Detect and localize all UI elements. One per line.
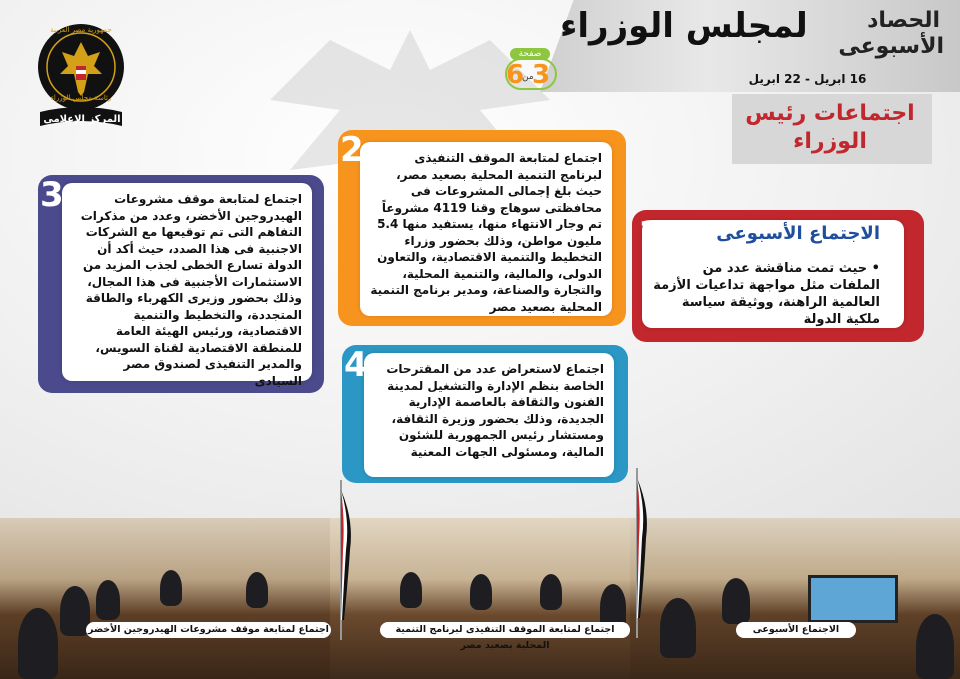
header-line2: الأسبوعى [838,34,944,59]
meeting-photo-local-development [330,518,630,679]
section-title: اجتماعات رئيس الوزراء [745,101,915,154]
card-body: • حيث تمت مناقشة عدد من الملفات مثل مواجهة تداعيات الأزمة العالمية الراهنة، ووثيقة سياسة ملكية الدولة [653,261,880,327]
card-number: 4 [344,345,368,385]
header-line1: الحصاد [867,8,940,33]
date-range: 16 ابريل - 22 ابريل [748,72,867,86]
meeting-photo-weekly [630,518,960,679]
card-arts-city [342,345,628,483]
caption-local-development: اجتماع لمتابعة الموقف التنفيذى لبرنامج التنمية المحلية بصعيد مصر [380,622,630,638]
video-screen [808,575,898,623]
caption-hydrogen: اجتماع لمتابعة موقف مشروعات الهيدروجين الأخضر [86,622,331,638]
logo-top-text: جمهورية مصر العربية [50,26,112,34]
card-title: الاجتماع الأسبوعى [716,223,880,244]
card-body: اجتماع لاستعراض عدد من المقترحات الخاصة بنظم الإدارة والتشغيل لمدينة الفنون والثقافة بالعاصمة الإدارية الجديدة، وذلك بحضور وزيرة الثقافة، ومستشار رئيس الجمهورية للشئون المالية، ومسئولى الجهات المعنية [364,353,614,477]
egypt-flag-icon [326,480,356,640]
card-body: اجتماع لمتابعة الموقف التنفيذى لبرنامج التنمية المحلية بصعيد مصر، حيث بلغ إجمالى المشروعات فى محافظتى سوهاج وقنا 4119 مشروعاً تم وجار الانتهاء منها، يستفيد منها 5.4 مليون مواطن، وذلك بحضور وزراء التخطيط والتنمية الاقتصادية، والتعاون الدولى، والمالية، والتنمية المحلية، والتجارة والصناعة، ومدير برنامج التنمية المحلية بصعيد مصر [360,142,612,316]
logo-bottom-text: رئاسة مجلس الوزراء [50,94,112,102]
card-number: 2 [340,130,364,170]
card-weekly-meeting [632,210,924,342]
meeting-photo-hydrogen [0,518,330,679]
card-green-hydrogen [38,175,324,393]
card-local-development [338,130,626,326]
page-current: 3 [532,60,551,90]
caption-weekly: الاجتماع الأسبوعى [736,622,856,638]
logo-ribbon-text: المركز الإعلامى [43,114,121,125]
card-number: 1 [638,214,662,254]
card-inner [642,220,904,328]
header-main-title: لمجلس الوزراء [560,6,808,46]
page-total: 6 [506,60,525,90]
bullet-icon: • [867,261,880,276]
card-body: اجتماع لمتابعة موقف مشروعات الهيدروجين الأخضر، وعدد من مذكرات التفاهم التى تم توقيعها مع الشركات الاجنبية فى هذا الصدد، حيث أكد أن الدولة تسارع الخطى لجذب المزيد من الاستثمارات الأجنبية فى هذا المجال، وذلك بحضور وزيرى الكهرباء والطاقة المتجددة، والتخطيط والتنمية الاقتصادية، ورئيس الهيئة العامة للمنطقة الاقتصادية لقناة السويس، والمدير التنفيذى لصندوق مصر السيادى [62,183,312,381]
card-number: 3 [40,175,64,215]
page-label: صفحة [510,48,550,60]
egypt-flag-icon [622,468,652,638]
page-of: من [522,72,534,82]
